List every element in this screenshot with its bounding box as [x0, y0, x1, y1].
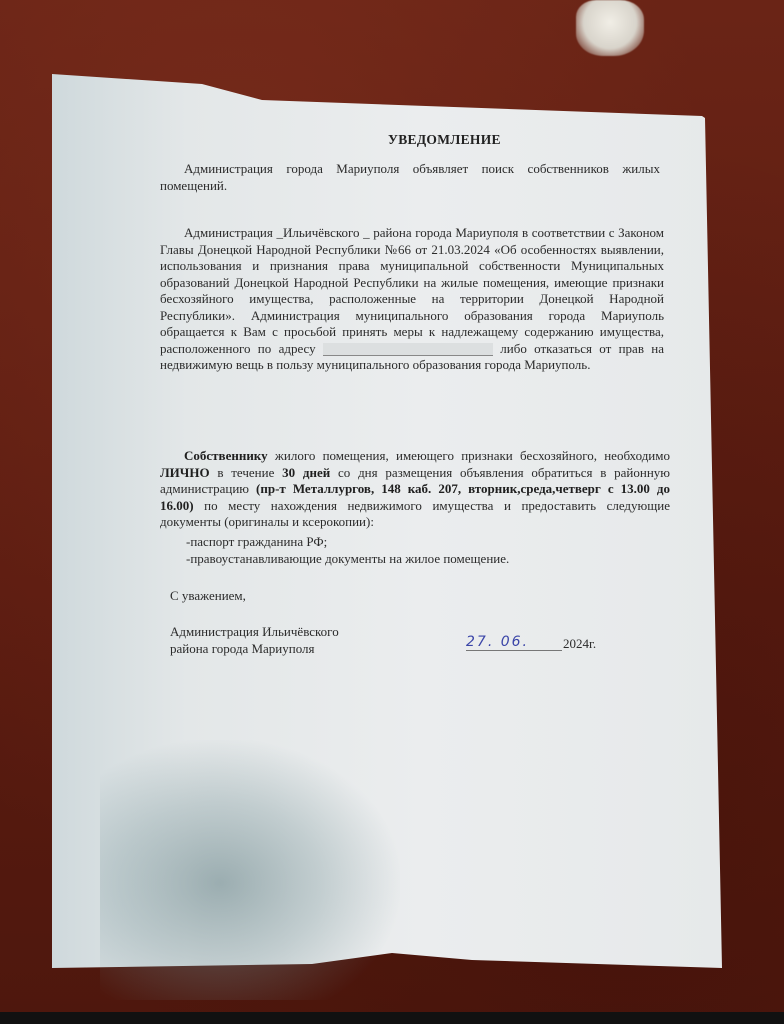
handwritten-date: 27. 06. — [466, 634, 562, 651]
instructions-text: в течение — [209, 464, 283, 480]
instructions-text: со дня размещения объявления обратиться в районную администрацию — [160, 464, 671, 496]
instructions-text: жилого помещения, имеющего признаки бесхозяйного, необходимо — [267, 448, 670, 463]
intro-paragraph: Администрация города Мариуполя объявляет поиск собственников жилых помещений. — [160, 161, 660, 193]
date-year: 2024г. — [563, 636, 597, 651]
regards: С уважением, — [170, 588, 246, 603]
deadline-label: 30 дней — [282, 464, 331, 480]
signature-line: района города Мариуполя — [170, 641, 315, 656]
instructions-paragraph — [160, 448, 670, 531]
main-paragraph-tail: либо отказаться от прав на недвижимую вещь в пользу муниципального образования города Мариуполь. — [160, 340, 665, 372]
in-person-label: ЛИЧНО — [160, 464, 210, 480]
office-address: (пр-т Металлургов, 148 каб. 207, вторник,среда,четверг с 13.00 до 16.00) — [160, 481, 670, 513]
document-title: УВЕДОМЛЕНИЕ — [388, 132, 501, 147]
signature-line: Администрация Ильичёвского — [170, 624, 339, 639]
documents-list — [186, 534, 646, 567]
list-item: -правоустанавливающие документы на жилое помещение. — [186, 550, 510, 566]
list-item: -паспорт гражданина РФ; — [186, 534, 328, 549]
main-paragraph — [160, 225, 664, 374]
main-paragraph-text: Администрация _Ильичёвского _ района города Мариуполя в соответствии с Законом Главы Донецкой Народной Республики №66 от 21.03.2024 «Об особенностях выявлении, использования и признания права муниципальной собственности Муниципальных образований Донецкой Народной Республики на жилые помещения, имеющие признаки бесхозяйного имущества, расположенные на территории Донецкой Народной Республики». Администрация муниципального образования города Мариуполь обращается к Вам с просьбой принять меры к надлежащему содержанию имущества, расположенного по адресу — [160, 225, 664, 356]
owner-label: Собственнику — [184, 448, 268, 463]
signature-block — [170, 623, 410, 657]
instructions-text: по месту нахождения недвижимого имущества и предоставить следующие документы (оригиналы и ксерокопии): — [160, 497, 670, 529]
redacted-address — [323, 343, 493, 356]
photo-border — [0, 1012, 784, 1024]
